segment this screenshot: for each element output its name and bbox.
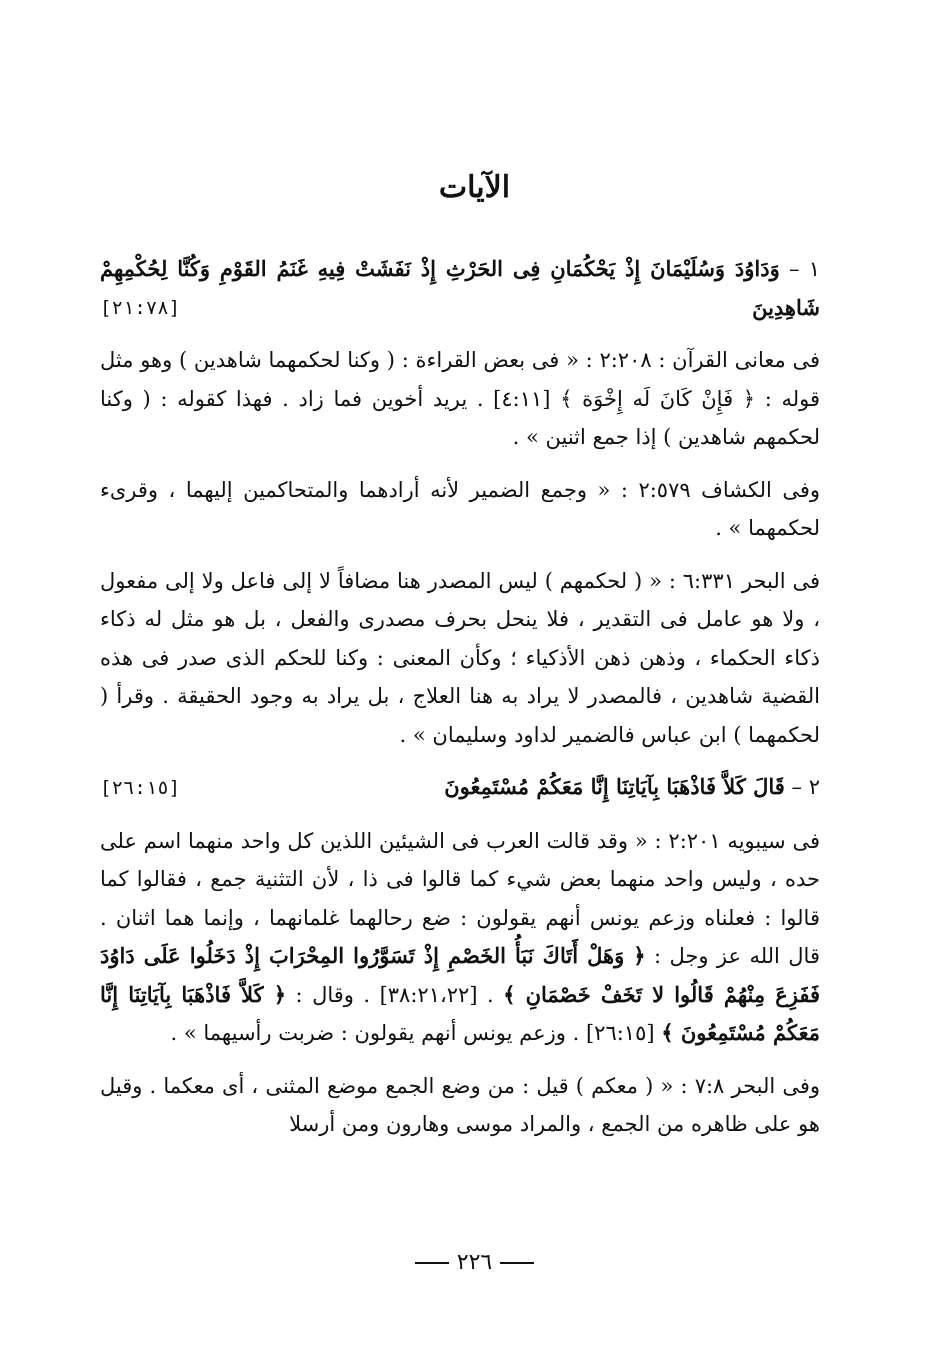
- verse-1-reference: [٢١:٧٨]: [100, 297, 181, 319]
- sibawayh-text-c: [٢٦:١٥] . وزعم يونس أنهم يقولون : ضربت رأسيهما » .: [170, 1021, 662, 1045]
- paragraph-sibawayh: [100, 822, 820, 1053]
- sibawayh-quote-b: ﴿ كَلاَّ فَاذْهَبَا بِآيَاتِنَا إِنَّا مَعَكُمْ مُسْتَمِعُونَ ﴾: [100, 981, 820, 1045]
- verse-2-number: ٢ –: [791, 775, 820, 799]
- verse-2: [100, 768, 820, 808]
- paragraph-maani-alquran: فى معانى القرآن : ٢:٢٠٨ : « فى بعض القراءة : ( وكنا لحكمهما شاهدين ) وهو مثل قوله : ﴿ فَإِنْ كَانَ لَه إِخْوَة ﴾ [٤:١١] . يريد أخوين فما زاد . فهذا كقوله : ( وكنا لحكمهم شاهدين ) إذا جمع اثنين » .: [100, 348, 821, 449]
- sibawayh-text-a: فى سيبويه ٢:٢٠١ : « وقد قالت العرب فى الشيئين اللذين كل واحد منهما اسم على حده ، وليس واحد منهما بعض شيء كما قالوا فى ذا ، لأن التثنية جمع ، فقالوا كما قالوا : فعلناه وزعم يونس أنهم يقولون : ضع رحالهما غلمانهما ، وإنما هما اثنان . قال الله عز وجل :: [100, 828, 821, 968]
- page-number-footer: [0, 1250, 949, 1275]
- verse-1-text: وَدَاوُدَ وَسُلَيْمَانَ إِذْ يَحْكُمَانِ فِى الحَرْثِ إِذْ نَفَشَتْ فِيهِ غَنَمُ القَوْمِ وَكُنَّا لِحُكْمِهِمْ شَاهِدِينَ: [100, 256, 820, 320]
- footer-dash-right: [500, 1262, 534, 1264]
- verse-1-number: ١ –: [788, 257, 820, 281]
- paragraph-bahr-1: فى البحر ٦:٣٣١ : « ( لحكمهم ) ليس المصدر هنا مضافاً لا إلى فاعل ولا إلى مفعول ، ولا هو عامل فى التقدير ، فلا ينحل بحرف مصدرى والفعل ، بل هو مثل له ذكاء ذكاء الحكماء ، وذهن ذهن الأذكياء ؛ وكأن المعنى : وكنا للحكم الذى صدر فى هذه القضية شاهدين ، فالمصدر لا يراد به هنا العلاج ، بل يراد به وجود الحقيقة . وقرأ ( لحكمهما ) ابن عباس فالضمير لداود وسليمان » .: [100, 568, 820, 747]
- verse-1: [100, 250, 820, 327]
- verse-2-line: [444, 768, 820, 807]
- page-title: الآيات: [438, 170, 511, 205]
- paragraph-bahr-2: وفى البحر ٧:٨ : « ( معكم ) قيل : من وضع الجمع موضع المثنى ، أى معكما . وقيل هو على ظاهره من الجمع ، والمراد موسى وهارون ومن أرسلا: [100, 1073, 821, 1136]
- footer-dash-left: [415, 1262, 449, 1264]
- paragraph-kashshaf: وفى الكشاف ٢:٥٧٩ : « وجمع الضمير لأنه أرادهما والمتحاكمين إليهما ، وقرىء لحكمهما » .: [100, 477, 821, 540]
- page-number: ٢٢٦: [456, 1250, 493, 1275]
- verse-2-reference: [٢٦:١٥]: [100, 777, 181, 799]
- page-body: [100, 250, 820, 1158]
- sibawayh-text-b: . [٣٨:٢١،٢٢] . وقال :: [286, 982, 504, 1007]
- verse-2-text: قَالَ كَلاَّ فَاذْهَبَا بِآيَاتِنَا إِنَّا مَعَكُمْ مُسْتَمِعُونَ: [444, 774, 785, 799]
- sibawayh-quote-a: ﴿ وَهَلْ أَتَاكَ نَبَأُ الخَصْمِ إِذْ تَسَوَّرُوا المِحْرَابَ إِذْ دَخَلُوا عَلَى دَاوُدَ فَفَزِعَ مِنْهُمْ قَالُوا لا تَخَفْ خَصْمَانِ ﴾: [100, 943, 820, 1007]
